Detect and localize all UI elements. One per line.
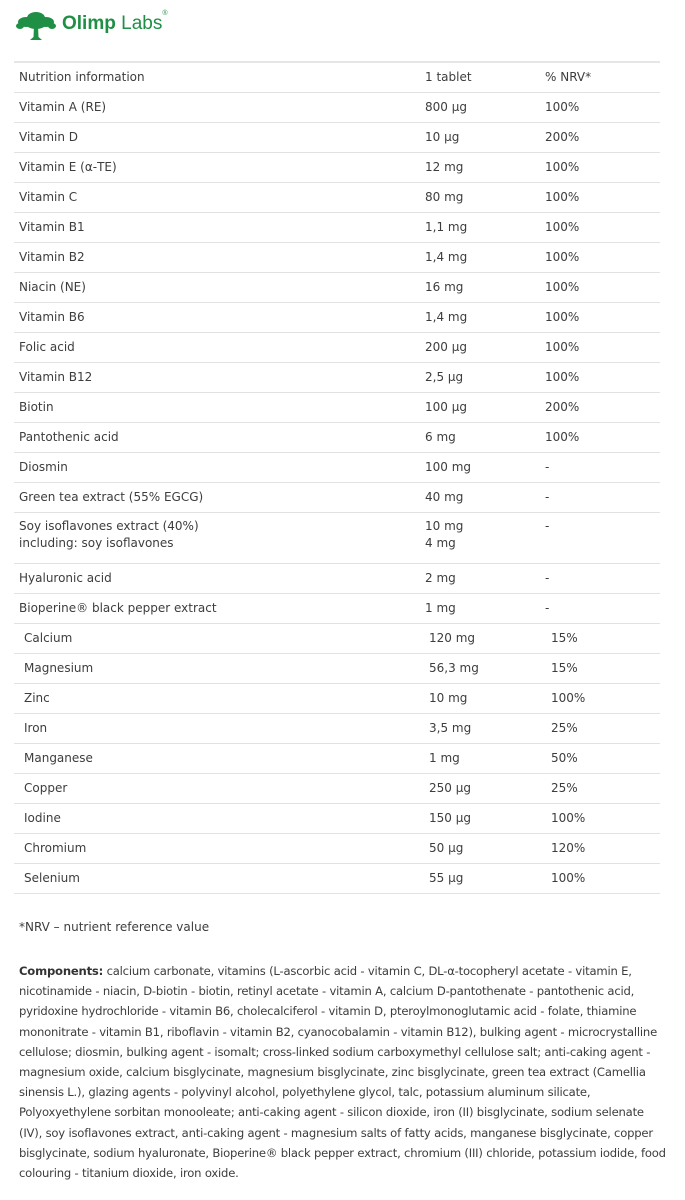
nutrient-amount [425,513,545,564]
nutrient-name: Vitamin E (α-TE) [14,153,425,183]
nutrition-table [14,61,660,894]
nutrient-nrv: 15% [545,624,660,654]
table-row [14,594,660,624]
nutrient-name: Vitamin B1 [14,213,425,243]
nutrient-name: Vitamin C [14,183,425,213]
header-serving: 1 tablet [425,62,545,93]
nutrient-name: Vitamin B2 [14,243,425,273]
nutrient-name-line: Soy isoflavones extract (40%) [19,519,199,533]
nutrient-amount: 1,4 mg [425,243,545,273]
table-row [14,714,660,744]
nutrient-amount: 80 mg [425,183,545,213]
table-row [14,654,660,684]
nutrient-nrv: 50% [545,744,660,774]
nutrient-amount: 6 mg [425,423,545,453]
nutrient-amount: 150 µg [425,804,545,834]
nutrient-amount: 12 mg [425,153,545,183]
nutrient-nrv: 15% [545,654,660,684]
nutrient-name [14,513,425,564]
table-row [14,744,660,774]
amount-subline: 4 mg [425,536,456,550]
nutrient-name: Green tea extract (55% EGCG) [14,483,425,513]
nutrient-nrv: 100% [545,333,660,363]
nutrient-subname-line: including: soy isoflavones [19,536,174,550]
nutrient-name: Iron [14,714,425,744]
nutrient-name: Zinc [14,684,425,714]
nutrient-nrv: 100% [545,303,660,333]
nutrient-amount: 200 µg [425,333,545,363]
nutrient-nrv: 100% [545,93,660,123]
nrv-footnote: *NRV – nutrient reference value [19,920,210,934]
nutrient-nrv: 100% [545,363,660,393]
nutrient-amount: 1,4 mg [425,303,545,333]
nutrient-name: Magnesium [14,654,425,684]
nutrient-name: Bioperine® black pepper extract [14,594,425,624]
table-row [14,333,660,363]
nutrient-name: Folic acid [14,333,425,363]
brand-logo [16,9,168,41]
nutrient-name: Hyaluronic acid [14,564,425,594]
nutrient-nrv: - [545,513,660,564]
nutrient-amount: 50 µg [425,834,545,864]
table-row [14,513,660,564]
nutrient-amount: 55 µg [425,864,545,894]
nutrient-name: Iodine [14,804,425,834]
nutrient-name: Manganese [14,744,425,774]
nutrient-name: Vitamin A (RE) [14,93,425,123]
table-row [14,483,660,513]
nutrient-amount: 100 µg [425,393,545,423]
table-row [14,93,660,123]
table-row [14,243,660,273]
nutrient-nrv: - [545,594,660,624]
nutrient-amount: 100 mg [425,453,545,483]
nutrient-name: Vitamin B6 [14,303,425,333]
nutrient-nrv: - [545,453,660,483]
nutrient-amount: 1 mg [425,744,545,774]
table-row [14,864,660,894]
nutrient-amount: 250 µg [425,774,545,804]
brand-name: Olimp Labs® [62,10,168,34]
nutrient-amount: 16 mg [425,273,545,303]
table-row [14,213,660,243]
table-row [14,453,660,483]
nutrient-amount: 40 mg [425,483,545,513]
nutrient-name: Pantothenic acid [14,423,425,453]
header-nutrition: Nutrition information [14,62,425,93]
table-row [14,303,660,333]
nutrient-nrv: 100% [545,243,660,273]
nutrient-amount: 120 mg [425,624,545,654]
header-nrv: % NRV* [545,62,660,93]
table-row [14,624,660,654]
nutrient-nrv: 100% [545,213,660,243]
nutrient-nrv: 25% [545,774,660,804]
nutrient-name: Selenium [14,864,425,894]
table-row [14,804,660,834]
table-row [14,684,660,714]
nutrient-name: Niacin (NE) [14,273,425,303]
nutrient-amount: 2 mg [425,564,545,594]
table-row [14,183,660,213]
table-header [14,62,660,93]
nutrient-amount: 800 µg [425,93,545,123]
amount-line: 10 mg [425,519,464,533]
table-row [14,564,660,594]
nutrient-name: Copper [14,774,425,804]
table-row [14,423,660,453]
nutrient-nrv: 100% [545,273,660,303]
nutrient-nrv: 100% [545,183,660,213]
nutrient-nrv: - [545,483,660,513]
nutrient-nrv: 100% [545,423,660,453]
nutrient-name: Biotin [14,393,425,423]
nutrient-amount: 1 mg [425,594,545,624]
table-row [14,774,660,804]
nutrient-name: Vitamin B12 [14,363,425,393]
nutrient-amount: 3,5 mg [425,714,545,744]
nutrient-nrv: 120% [545,834,660,864]
table-row [14,123,660,153]
table-row [14,153,660,183]
nutrient-nrv: 200% [545,393,660,423]
nutrient-nrv: 25% [545,714,660,744]
nutrient-amount: 2,5 µg [425,363,545,393]
nutrient-amount: 10 µg [425,123,545,153]
nutrient-nrv: 200% [545,123,660,153]
nutrient-nrv: - [545,564,660,594]
nutrient-amount: 56,3 mg [425,654,545,684]
table-row [14,393,660,423]
nutrient-amount: 10 mg [425,684,545,714]
nutrient-nrv: 100% [545,804,660,834]
components-label: Components: [19,964,104,978]
tree-icon [16,9,56,41]
nutrient-amount: 1,1 mg [425,213,545,243]
table-row [14,273,660,303]
table-row [14,834,660,864]
nutrient-name: Vitamin D [14,123,425,153]
nutrient-name: Chromium [14,834,425,864]
nutrient-name: Diosmin [14,453,425,483]
nutrient-nrv: 100% [545,684,660,714]
components-list: calcium carbonate, vitamins (L-ascorbic acid - vitamin C, DL-α-tocopheryl acetate - vitamin E, nicotinamide - niacin, D-biotin - biotin, retinyl acetate - vitamin A, calcium D-pantothenate - pantothenic acid, pyridoxine hydrochloride - vitamin B6, cholecalciferol - vitamin D, pteroylmonoglutamic acid - folate, thiamine mononitrate - vitamin B1, riboflavin - vitamin B2, cyanocobalamin - vitamin B12), bulking agent - microcrystalline cellulose; diosmin, bulking agent - isomalt; cross-linked sodium carboxymethyl cellulose salt; anti-caking agent - magnesium oxide, calcium bisglycinate, magnesium bisglycinate, zinc bisglycinate, green tea extract (Camellia sinensis L.), glazing agents - polyvinyl alcohol, polyethylene glycol, talc, potassium aluminum silicate, Polyoxyethylene sorbitan monooleate; anti-caking agent - silicon dioxide, iron (II) bisglycinate, sodium selenate (IV), soy isoflavones extract, anti-caking agent - magnesium salts of fatty acids, manganese bisglycinate, copper bisglycinate, sodium hyaluronate, Bioperine® black pepper extract, chromium (III) chloride, potassium iodide, food colouring - titanium dioxide, iron oxide. [19,964,666,1181]
table-row [14,363,660,393]
components-text [19,961,669,1183]
nutrient-nrv: 100% [545,153,660,183]
nutrient-nrv: 100% [545,864,660,894]
nutrient-name: Calcium [14,624,425,654]
